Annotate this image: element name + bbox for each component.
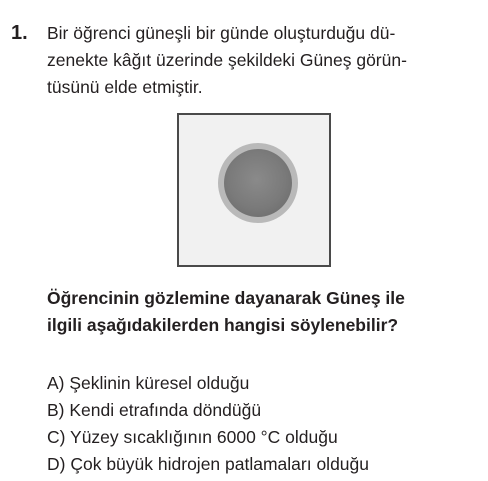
stem-line-3: tüsünü elde etmiştir.: [47, 77, 203, 97]
answer-options: [47, 370, 479, 478]
option-text: Çok büyük hidrojen patlamaları olduğu: [70, 454, 369, 474]
option-d[interactable]: [47, 451, 479, 478]
stem-line-1: Bir öğrenci güneşli bir günde oluşturduğu dü-: [47, 23, 396, 43]
option-text: Yüzey sıcaklığının 6000 °C olduğu: [70, 427, 338, 447]
prompt-line-1: Öğrencinin gözlemine dayanarak Güneş ile: [47, 288, 405, 308]
prompt-line-2: ilgili aşağıdakilerden hangisi söylenebilir?: [47, 315, 399, 335]
stem-line-2: zenekte kâğıt üzerinde şekildeki Güneş görün-: [47, 50, 407, 70]
question-stem: [47, 20, 479, 101]
sun-image: [224, 149, 292, 217]
option-c[interactable]: [47, 424, 479, 451]
paper-figure: [177, 113, 331, 267]
option-a[interactable]: [47, 370, 479, 397]
question-number: 1.: [11, 22, 28, 44]
option-text: Şeklinin küresel olduğu: [69, 373, 250, 393]
option-text: Kendi etrafında döndüğü: [69, 400, 262, 420]
option-letter: B): [47, 400, 65, 420]
question-prompt: [47, 285, 479, 339]
option-b[interactable]: [47, 397, 479, 424]
option-letter: D): [47, 454, 66, 474]
option-letter: C): [47, 427, 66, 447]
option-letter: A): [47, 373, 65, 393]
